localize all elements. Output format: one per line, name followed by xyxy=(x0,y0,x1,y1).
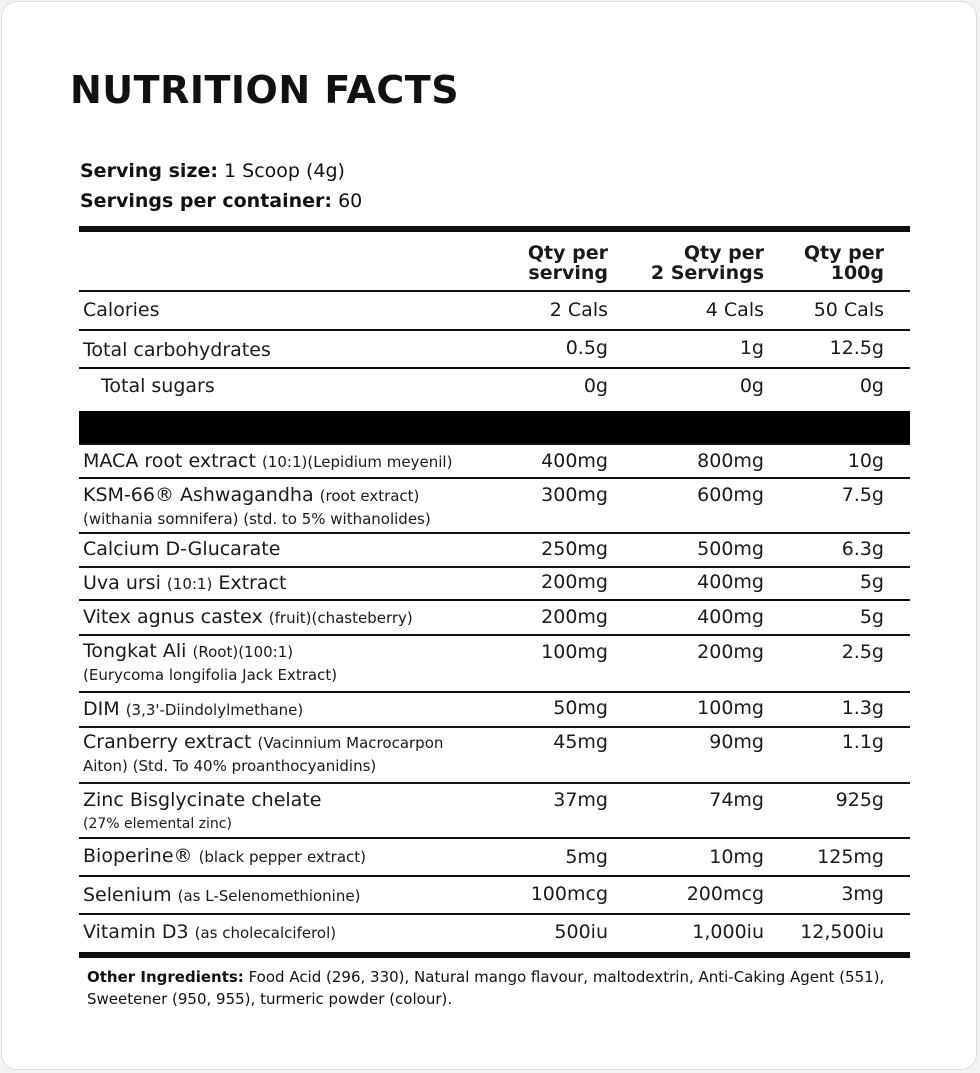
table-row xyxy=(79,445,910,479)
table-row xyxy=(79,693,910,728)
ingredient-title: MACA root extract xyxy=(83,450,256,472)
ingredient-title-suffix: Extract xyxy=(218,572,287,594)
ingredient-title: Vitamin D3 xyxy=(83,921,189,943)
value-2-servings: 74mg xyxy=(709,789,764,811)
value-per-serving: 2 Cals xyxy=(549,299,608,321)
table-row xyxy=(79,479,910,534)
ingredient-name xyxy=(83,698,303,720)
value-2-servings: 200mcg xyxy=(686,883,764,905)
other-ingredients-label: Other Ingredients: xyxy=(87,968,244,986)
column-header-per-serving xyxy=(528,243,608,283)
other-ingredients-text: Food Acid (296, 330), Natural mango flavour, maltodextrin, Anti-Caking Agent (551), Sweetener (950, 955), turmeric powder (colour). xyxy=(87,968,885,1008)
nutrition-table xyxy=(79,226,910,958)
section-divider-bar xyxy=(79,411,910,445)
nutrition-card xyxy=(1,1,977,1070)
value-per-100g: 12,500iu xyxy=(800,921,884,943)
value-2-servings: 4 Cals xyxy=(705,299,764,321)
table-row xyxy=(79,784,910,839)
table-row xyxy=(79,728,910,784)
value-per-100g: 0g xyxy=(859,375,884,397)
value-per-100g: 1.1g xyxy=(841,731,884,753)
value-2-servings: 200mg xyxy=(697,641,764,663)
servings-per-container-value: 60 xyxy=(338,190,363,212)
value-per-serving: 37mg xyxy=(553,789,608,811)
servings-per-container-label: Servings per container: xyxy=(80,190,333,212)
value-2-servings: 400mg xyxy=(697,571,764,593)
ingredient-title: Calcium D-Glucarate xyxy=(83,538,281,560)
value-per-100g: 925g xyxy=(835,789,884,811)
ingredient-name xyxy=(83,606,413,628)
nutrient-name: Calories xyxy=(83,299,160,321)
ingredient-title: Uva ursi xyxy=(83,572,161,594)
value-per-serving: 200mg xyxy=(541,571,608,593)
table-row xyxy=(79,877,910,915)
ingredient-name xyxy=(83,572,286,594)
ingredient-title: DIM xyxy=(83,698,120,720)
value-per-100g: 50 Cals xyxy=(813,299,884,321)
value-2-servings: 1g xyxy=(739,337,764,359)
ingredient-detail: (Vacinnium Macrocarpon xyxy=(257,734,444,752)
table-row xyxy=(79,568,910,601)
ingredient-name xyxy=(83,845,366,867)
ingredient-detail-line2: Aiton) (Std. To 40% proanthocyanidins) xyxy=(83,757,377,775)
value-2-servings: 90mg xyxy=(709,731,764,753)
ingredient-title: Tongkat Ali xyxy=(83,640,187,662)
value-per-100g: 3mg xyxy=(841,883,884,905)
ingredient-detail-line2: (Eurycoma longifolia Jack Extract) xyxy=(83,666,338,684)
value-per-serving: 100mcg xyxy=(530,883,608,905)
nutrient-name: Total sugars xyxy=(101,375,215,397)
value-per-serving: 400mg xyxy=(541,450,608,472)
ingredient-detail: (10:1) xyxy=(166,575,213,593)
value-per-100g: 10g xyxy=(847,450,884,472)
table-row xyxy=(79,915,910,958)
column-header-2-servings xyxy=(651,243,764,283)
value-per-100g: 7.5g xyxy=(841,484,884,506)
ingredient-detail: (as L-Selenomethionine) xyxy=(177,887,361,905)
ingredient-title: Cranberry extract xyxy=(83,731,252,753)
ingredient-name xyxy=(83,484,431,530)
value-per-serving: 300mg xyxy=(541,484,608,506)
ingredient-title: KSM-66® Ashwagandha xyxy=(83,484,314,506)
value-per-100g: 12.5g xyxy=(829,337,884,359)
column-header-line: Qty per xyxy=(683,242,764,264)
value-2-servings: 100mg xyxy=(697,697,764,719)
ingredient-detail: (3,3'-Diindolylmethane) xyxy=(125,701,304,719)
table-row xyxy=(79,601,910,636)
value-2-servings: 500mg xyxy=(697,538,764,560)
ingredient-detail: (fruit)(chasteberry) xyxy=(268,609,413,627)
value-per-serving: 250mg xyxy=(541,538,608,560)
ingredient-name xyxy=(83,538,280,560)
ingredient-title: Zinc Bisglycinate chelate xyxy=(83,789,322,811)
ingredient-title: Vitex agnus castex xyxy=(83,606,263,628)
value-2-servings: 400mg xyxy=(697,606,764,628)
value-2-servings: 0g xyxy=(739,375,764,397)
table-row xyxy=(79,636,910,693)
column-header-line: Qty per xyxy=(527,242,608,264)
ingredient-detail-line2: (withania somnifera) (std. to 5% withanolides) xyxy=(83,510,431,528)
column-header-per-100g xyxy=(804,243,884,283)
table-row xyxy=(79,292,910,331)
value-2-servings: 600mg xyxy=(697,484,764,506)
value-per-serving: 5mg xyxy=(565,846,608,868)
serving-size xyxy=(80,160,345,182)
value-per-serving: 200mg xyxy=(541,606,608,628)
serving-size-label: Serving size: xyxy=(80,160,218,182)
value-per-serving: 50mg xyxy=(553,697,608,719)
ingredient-detail: (Root)(100:1) xyxy=(192,643,294,661)
value-per-serving: 45mg xyxy=(553,731,608,753)
serving-size-value: 1 Scoop (4g) xyxy=(224,160,345,182)
ingredient-detail-line2: (27% elemental zinc) xyxy=(83,816,232,832)
ingredient-detail: (as cholecalciferol) xyxy=(194,924,337,942)
value-per-100g: 5g xyxy=(859,606,884,628)
ingredient-detail: (root extract) xyxy=(319,487,420,505)
table-row xyxy=(79,331,910,369)
ingredient-name xyxy=(83,640,337,686)
column-header-line: serving xyxy=(528,262,608,284)
table-row xyxy=(79,534,910,568)
ingredient-detail: (10:1)(Lepidium meyenil) xyxy=(261,453,453,471)
value-per-100g: 1.3g xyxy=(841,697,884,719)
ingredient-name xyxy=(83,884,360,906)
value-2-servings: 800mg xyxy=(697,450,764,472)
value-per-100g: 6.3g xyxy=(841,538,884,560)
ingredient-name xyxy=(83,789,321,835)
value-per-serving: 0.5g xyxy=(565,337,608,359)
column-header-line: Qty per xyxy=(803,242,884,264)
column-header-line: 100g xyxy=(830,262,884,284)
value-per-serving: 500iu xyxy=(554,921,608,943)
value-per-serving: 100mg xyxy=(541,641,608,663)
value-per-serving: 0g xyxy=(583,375,608,397)
value-2-servings: 10mg xyxy=(709,846,764,868)
table-row xyxy=(79,839,910,877)
ingredient-name xyxy=(83,921,336,943)
value-per-100g: 2.5g xyxy=(841,641,884,663)
column-header-line: 2 Servings xyxy=(650,262,764,284)
ingredient-title: Selenium xyxy=(83,884,172,906)
other-ingredients xyxy=(87,966,917,1010)
value-per-100g: 5g xyxy=(859,571,884,593)
ingredient-title: Bioperine® xyxy=(83,845,193,867)
nutrient-name: Total carbohydrates xyxy=(83,339,271,361)
ingredient-detail: (black pepper extract) xyxy=(198,848,367,866)
ingredient-name xyxy=(83,450,452,472)
page-title: NUTRITION FACTS xyxy=(70,68,460,112)
ingredient-name xyxy=(83,731,443,777)
table-header xyxy=(79,232,910,292)
table-row xyxy=(79,369,910,411)
servings-per-container xyxy=(80,190,362,212)
value-2-servings: 1,000iu xyxy=(692,921,764,943)
value-per-100g: 125mg xyxy=(817,846,884,868)
